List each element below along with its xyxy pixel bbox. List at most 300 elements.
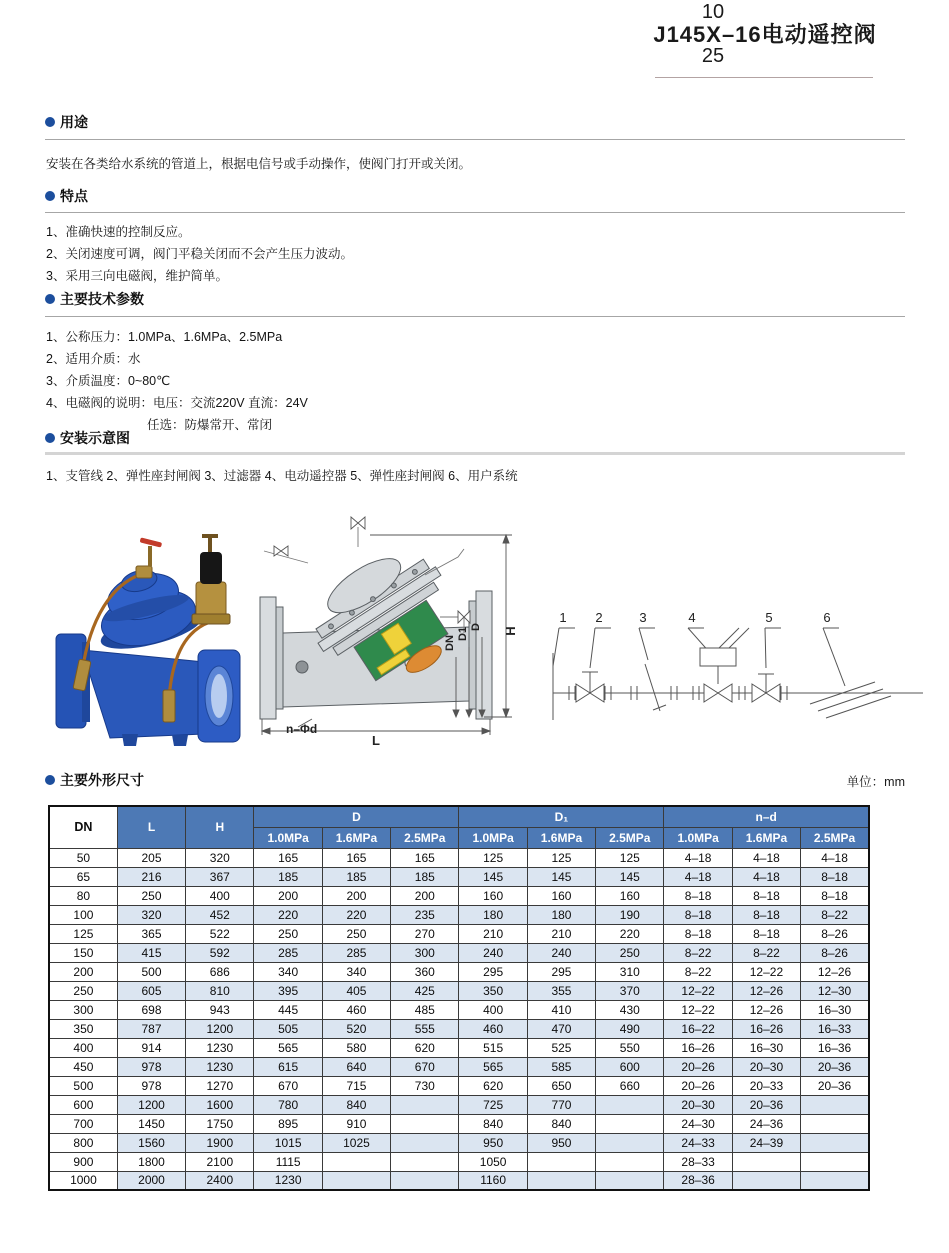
col-group-d: D: [254, 806, 459, 827]
value-cell: 550: [596, 1038, 664, 1057]
value-cell: [322, 1171, 390, 1190]
table-row: [49, 1095, 869, 1114]
parameter-item: 2、适用介质：水: [46, 352, 141, 366]
value-cell: 295: [527, 962, 595, 981]
value-cell: 210: [459, 924, 527, 943]
value-cell: 270: [391, 924, 459, 943]
value-cell: 1600: [186, 1095, 254, 1114]
value-cell: [596, 1171, 664, 1190]
value-cell: [596, 1114, 664, 1133]
value-cell: 145: [527, 867, 595, 886]
dn-cell: 450: [49, 1057, 117, 1076]
value-cell: 16–30: [801, 1000, 869, 1019]
value-cell: 1160: [459, 1171, 527, 1190]
value-cell: 565: [459, 1057, 527, 1076]
col-header-h: H: [186, 806, 254, 848]
value-cell: 340: [254, 962, 322, 981]
value-cell: [801, 1152, 869, 1171]
installation-schematic: [533, 598, 938, 730]
value-cell: 12–22: [732, 962, 800, 981]
value-cell: 28–36: [664, 1171, 732, 1190]
value-cell: 400: [459, 1000, 527, 1019]
installation-caption: 1、支管线 2、弹性座封闸阀 3、过滤器 4、电动遥控器 5、弹性座封闸阀 6、用户系统: [46, 469, 518, 483]
value-cell: 8–22: [664, 943, 732, 962]
parameter-item: 4、电磁阀的说明：电压：交流220V 直流：24V: [46, 396, 308, 410]
value-cell: 430: [596, 1000, 664, 1019]
schematic-number-5: 5: [765, 610, 773, 625]
dn-cell: 900: [49, 1152, 117, 1171]
feature-item: 3、采用三向电磁阀，维护简单。: [46, 269, 228, 283]
value-cell: 490: [596, 1019, 664, 1038]
col-header-pressure: 2.5MPa: [596, 827, 664, 848]
value-cell: [391, 1133, 459, 1152]
value-cell: 445: [254, 1000, 322, 1019]
table-row: [49, 905, 869, 924]
schematic-number-2: 2: [595, 610, 603, 625]
value-cell: 300: [391, 943, 459, 962]
value-cell: [391, 1095, 459, 1114]
dim-label-h: H: [503, 626, 518, 636]
value-cell: 405: [322, 981, 390, 1000]
pressure-rating-top: 10: [701, 1, 725, 23]
pressure-rating-bottom: 25: [701, 45, 725, 68]
schematic-number-1: 1: [559, 610, 567, 625]
value-cell: [732, 1152, 800, 1171]
value-cell: 205: [117, 848, 185, 867]
value-cell: 1560: [117, 1133, 185, 1152]
feature-item: 1、准确快速的控制反应。: [46, 225, 191, 239]
col-group-d1: D₁: [459, 806, 664, 827]
value-cell: 12–26: [732, 1000, 800, 1019]
value-cell: 145: [459, 867, 527, 886]
value-cell: 1270: [186, 1076, 254, 1095]
value-cell: 20–26: [664, 1057, 732, 1076]
value-cell: 840: [459, 1114, 527, 1133]
dim-label-dn: DN: [444, 635, 456, 651]
schematic-number-3: 3: [639, 610, 647, 625]
value-cell: [801, 1133, 869, 1152]
value-cell: 978: [117, 1057, 185, 1076]
solenoid-coil: [192, 534, 230, 624]
value-cell: 8–26: [801, 924, 869, 943]
value-cell: 978: [117, 1076, 185, 1095]
value-cell: 770: [527, 1095, 595, 1114]
value-cell: 185: [322, 867, 390, 886]
value-cell: 250: [596, 943, 664, 962]
value-cell: 235: [391, 905, 459, 924]
value-cell: 200: [391, 886, 459, 905]
table-row: [49, 981, 869, 1000]
value-cell: 1900: [186, 1133, 254, 1152]
value-cell: 24–33: [664, 1133, 732, 1152]
value-cell: 425: [391, 981, 459, 1000]
value-cell: [596, 1152, 664, 1171]
dn-cell: 800: [49, 1133, 117, 1152]
section-bullet-icon: [45, 294, 55, 304]
value-cell: 943: [186, 1000, 254, 1019]
value-cell: 8–26: [801, 943, 869, 962]
value-cell: 350: [459, 981, 527, 1000]
section-bullet-icon: [45, 117, 55, 127]
value-cell: 20–36: [801, 1057, 869, 1076]
value-cell: 410: [527, 1000, 595, 1019]
value-cell: 165: [391, 848, 459, 867]
value-cell: 640: [322, 1057, 390, 1076]
value-cell: 165: [322, 848, 390, 867]
value-cell: 16–22: [664, 1019, 732, 1038]
value-cell: 125: [527, 848, 595, 867]
value-cell: 190: [596, 905, 664, 924]
section-parameters-heading: [45, 289, 144, 309]
value-cell: 125: [459, 848, 527, 867]
table-row: [49, 1000, 869, 1019]
schematic-number-6: 6: [823, 610, 831, 625]
value-cell: 12–26: [801, 962, 869, 981]
table-row: [49, 867, 869, 886]
feature-item: 2、关闭速度可调，阀门平稳关闭而不会产生压力波动。: [46, 247, 353, 261]
value-cell: 20–33: [732, 1076, 800, 1095]
value-cell: 285: [254, 943, 322, 962]
value-cell: 220: [254, 905, 322, 924]
value-cell: 160: [459, 886, 527, 905]
dimensions-table: [48, 805, 870, 1191]
value-cell: 452: [186, 905, 254, 924]
value-cell: 240: [527, 943, 595, 962]
value-cell: 810: [186, 981, 254, 1000]
dn-cell: 80: [49, 886, 117, 905]
value-cell: 20–26: [664, 1076, 732, 1095]
value-cell: 650: [527, 1076, 595, 1095]
value-cell: 220: [596, 924, 664, 943]
section-title: 安装示意图: [60, 430, 130, 446]
dn-cell: 700: [49, 1114, 117, 1133]
section-bullet-icon: [45, 191, 55, 201]
col-header-dn: DN: [49, 806, 117, 848]
value-cell: [527, 1171, 595, 1190]
value-cell: 1750: [186, 1114, 254, 1133]
value-cell: [391, 1114, 459, 1133]
section-title: 主要技术参数: [60, 291, 144, 307]
section-divider: [45, 212, 905, 213]
page-title: J145X–16电动遥控阀: [653, 22, 877, 47]
value-cell: 460: [459, 1019, 527, 1038]
value-cell: 1800: [117, 1152, 185, 1171]
section-title: 用途: [60, 114, 88, 130]
value-cell: 4–18: [664, 848, 732, 867]
value-cell: 28–33: [664, 1152, 732, 1171]
value-cell: 585: [527, 1057, 595, 1076]
value-cell: 660: [596, 1076, 664, 1095]
value-cell: 200: [254, 886, 322, 905]
dimensions-table-head: [49, 806, 869, 848]
dn-cell: 65: [49, 867, 117, 886]
value-cell: 620: [459, 1076, 527, 1095]
col-header-pressure: 1.0MPa: [459, 827, 527, 848]
table-row: [49, 1076, 869, 1095]
value-cell: 24–36: [732, 1114, 800, 1133]
value-cell: 400: [186, 886, 254, 905]
value-cell: [801, 1171, 869, 1190]
value-cell: 4–18: [801, 848, 869, 867]
value-cell: 698: [117, 1000, 185, 1019]
col-header-pressure: 1.0MPa: [664, 827, 732, 848]
section-title: 特点: [60, 188, 88, 204]
value-cell: 16–36: [801, 1038, 869, 1057]
valve-section-drawing: [250, 505, 525, 750]
value-cell: 4–18: [732, 848, 800, 867]
value-cell: 1230: [186, 1038, 254, 1057]
value-cell: [596, 1133, 664, 1152]
value-cell: 8–18: [732, 905, 800, 924]
value-cell: 185: [391, 867, 459, 886]
table-row: [49, 1171, 869, 1190]
value-cell: 24–30: [664, 1114, 732, 1133]
parameter-item: 3、介质温度：0~80℃: [46, 374, 171, 388]
section-bullet-icon: [45, 433, 55, 443]
dim-label-nd: n–Φd: [286, 722, 318, 736]
col-header-pressure: 2.5MPa: [391, 827, 459, 848]
table-row: [49, 924, 869, 943]
value-cell: 670: [254, 1076, 322, 1095]
value-cell: 1050: [459, 1152, 527, 1171]
value-cell: 415: [117, 943, 185, 962]
col-header-pressure: 1.6MPa: [322, 827, 390, 848]
value-cell: 525: [527, 1038, 595, 1057]
dn-cell: 50: [49, 848, 117, 867]
value-cell: 355: [527, 981, 595, 1000]
value-cell: [801, 1095, 869, 1114]
value-cell: 580: [322, 1038, 390, 1057]
table-row: [49, 1133, 869, 1152]
value-cell: [322, 1152, 390, 1171]
value-cell: 250: [322, 924, 390, 943]
dn-cell: 100: [49, 905, 117, 924]
value-cell: 1230: [186, 1057, 254, 1076]
value-cell: [801, 1114, 869, 1133]
title-underline: [655, 77, 873, 78]
value-cell: 16–30: [732, 1038, 800, 1057]
value-cell: 370: [596, 981, 664, 1000]
value-cell: 250: [117, 886, 185, 905]
value-cell: 365: [117, 924, 185, 943]
value-cell: 8–18: [801, 886, 869, 905]
value-cell: 8–18: [801, 867, 869, 886]
col-header-pressure: 1.0MPa: [254, 827, 322, 848]
value-cell: 250: [254, 924, 322, 943]
value-cell: 500: [117, 962, 185, 981]
value-cell: 4–18: [664, 867, 732, 886]
value-cell: 16–33: [801, 1019, 869, 1038]
value-cell: 2000: [117, 1171, 185, 1190]
value-cell: 24–39: [732, 1133, 800, 1152]
features-list: [46, 221, 353, 287]
value-cell: 310: [596, 962, 664, 981]
section-installation-heading: [45, 428, 130, 448]
value-cell: 505: [254, 1019, 322, 1038]
dn-cell: 600: [49, 1095, 117, 1114]
value-cell: 1115: [254, 1152, 322, 1171]
dn-cell: 400: [49, 1038, 117, 1057]
value-cell: 8–18: [732, 924, 800, 943]
table-row: [49, 1019, 869, 1038]
value-cell: 1025: [322, 1133, 390, 1152]
value-cell: 780: [254, 1095, 322, 1114]
value-cell: 605: [117, 981, 185, 1000]
table-row: [49, 962, 869, 981]
value-cell: 600: [596, 1057, 664, 1076]
value-cell: 485: [391, 1000, 459, 1019]
value-cell: 787: [117, 1019, 185, 1038]
usage-paragraph: 安装在各类给水系统的管道上，根据电信号或手动操作，使阀门打开或关闭。: [46, 157, 472, 171]
value-cell: 1450: [117, 1114, 185, 1133]
parameter-sub-item: 任选：防爆常开、常闭: [147, 418, 273, 432]
value-cell: 910: [322, 1114, 390, 1133]
value-cell: 20–30: [664, 1095, 732, 1114]
dn-cell: 150: [49, 943, 117, 962]
section-divider: [45, 316, 905, 317]
value-cell: 160: [596, 886, 664, 905]
dn-cell: 500: [49, 1076, 117, 1095]
table-row: [49, 943, 869, 962]
value-cell: 715: [322, 1076, 390, 1095]
schematic-number-4: 4: [688, 610, 696, 625]
value-cell: 220: [322, 905, 390, 924]
page-header: [600, 2, 930, 67]
value-cell: 125: [596, 848, 664, 867]
value-cell: [732, 1171, 800, 1190]
value-cell: 2400: [186, 1171, 254, 1190]
value-cell: [527, 1152, 595, 1171]
table-row: [49, 1038, 869, 1057]
col-header-pressure: 2.5MPa: [801, 827, 869, 848]
value-cell: 620: [391, 1038, 459, 1057]
value-cell: 520: [322, 1019, 390, 1038]
value-cell: 8–18: [664, 924, 732, 943]
value-cell: 8–22: [664, 962, 732, 981]
value-cell: 686: [186, 962, 254, 981]
table-row: [49, 1057, 869, 1076]
value-cell: 20–36: [801, 1076, 869, 1095]
col-header-pressure: 1.6MPa: [732, 827, 800, 848]
value-cell: 1200: [117, 1095, 185, 1114]
dimensions-table-body: [49, 848, 869, 1190]
value-cell: 840: [322, 1095, 390, 1114]
col-group-nd: n–d: [664, 806, 869, 827]
section-usage-heading: [45, 112, 88, 132]
value-cell: 320: [186, 848, 254, 867]
value-cell: 895: [254, 1114, 322, 1133]
col-header-l: L: [117, 806, 185, 848]
table-row: [49, 886, 869, 905]
value-cell: 16–26: [664, 1038, 732, 1057]
dn-cell: 1000: [49, 1171, 117, 1190]
value-cell: 180: [459, 905, 527, 924]
value-cell: 914: [117, 1038, 185, 1057]
section-features-heading: [45, 186, 88, 206]
dn-cell: 300: [49, 1000, 117, 1019]
section-title: 主要外形尺寸: [60, 772, 144, 788]
dim-label-d1: D1: [457, 626, 469, 641]
value-cell: 145: [596, 867, 664, 886]
value-cell: 2100: [186, 1152, 254, 1171]
value-cell: 460: [322, 1000, 390, 1019]
dn-cell: 350: [49, 1019, 117, 1038]
parameters-list: [46, 326, 308, 436]
value-cell: 185: [254, 867, 322, 886]
valve-photo: [52, 522, 247, 747]
col-header-pressure: 1.6MPa: [527, 827, 595, 848]
value-cell: 725: [459, 1095, 527, 1114]
value-cell: 4–18: [732, 867, 800, 886]
table-row: [49, 848, 869, 867]
value-cell: 8–18: [664, 886, 732, 905]
value-cell: 367: [186, 867, 254, 886]
dim-label-l: L: [372, 733, 380, 748]
value-cell: 340: [322, 962, 390, 981]
table-row: [49, 1114, 869, 1133]
value-cell: [596, 1095, 664, 1114]
value-cell: 240: [459, 943, 527, 962]
value-cell: 12–26: [732, 981, 800, 1000]
value-cell: 20–36: [732, 1095, 800, 1114]
value-cell: [391, 1171, 459, 1190]
value-cell: 210: [527, 924, 595, 943]
value-cell: 20–30: [732, 1057, 800, 1076]
value-cell: 395: [254, 981, 322, 1000]
value-cell: 8–18: [732, 886, 800, 905]
value-cell: 12–22: [664, 981, 732, 1000]
value-cell: 950: [459, 1133, 527, 1152]
dim-label-d: D: [470, 623, 482, 631]
value-cell: 592: [186, 943, 254, 962]
unit-label: 单位：mm: [846, 775, 905, 789]
value-cell: 840: [527, 1114, 595, 1133]
value-cell: 615: [254, 1057, 322, 1076]
section-divider: [45, 139, 905, 140]
value-cell: 515: [459, 1038, 527, 1057]
table-row: [49, 1152, 869, 1171]
value-cell: 165: [254, 848, 322, 867]
dn-cell: 200: [49, 962, 117, 981]
value-cell: 470: [527, 1019, 595, 1038]
dn-cell: 125: [49, 924, 117, 943]
value-cell: 12–22: [664, 1000, 732, 1019]
value-cell: 8–22: [801, 905, 869, 924]
value-cell: 555: [391, 1019, 459, 1038]
value-cell: 285: [322, 943, 390, 962]
value-cell: 8–22: [732, 943, 800, 962]
value-cell: 320: [117, 905, 185, 924]
value-cell: 180: [527, 905, 595, 924]
value-cell: 360: [391, 962, 459, 981]
value-cell: 16–26: [732, 1019, 800, 1038]
value-cell: 670: [391, 1057, 459, 1076]
parameter-item: 1、公称压力：1.0MPa、1.6MPa、2.5MPa: [46, 330, 283, 344]
value-cell: 565: [254, 1038, 322, 1057]
value-cell: 8–18: [664, 905, 732, 924]
value-cell: 1230: [254, 1171, 322, 1190]
section-divider: [45, 452, 905, 455]
value-cell: 522: [186, 924, 254, 943]
value-cell: 730: [391, 1076, 459, 1095]
value-cell: 295: [459, 962, 527, 981]
value-cell: 160: [527, 886, 595, 905]
dn-cell: 250: [49, 981, 117, 1000]
value-cell: 216: [117, 867, 185, 886]
value-cell: 1200: [186, 1019, 254, 1038]
value-cell: 12–30: [801, 981, 869, 1000]
value-cell: 950: [527, 1133, 595, 1152]
